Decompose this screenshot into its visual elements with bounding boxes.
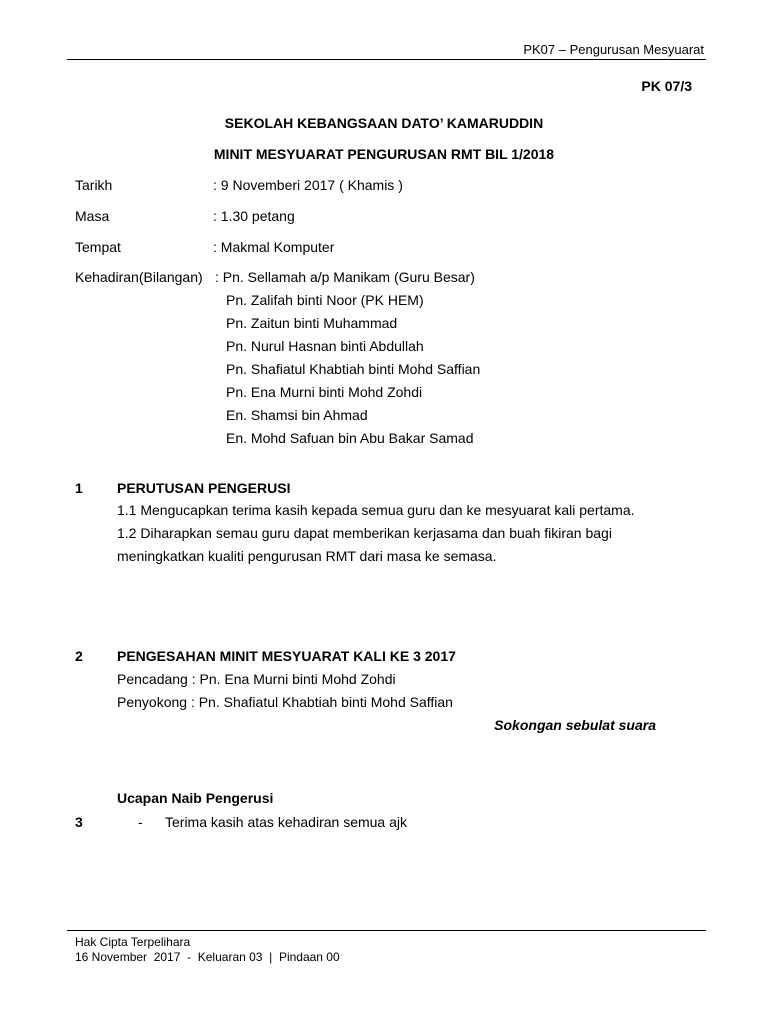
time-value: : 1.30 petang: [213, 208, 295, 224]
section-1-line: meningkatkan kualiti pengurusan RMT dari masa ke semasa.: [117, 548, 497, 564]
section-3-item: Terima kasih atas kehadiran semua ajk: [165, 814, 408, 830]
section-2-number: 2: [75, 648, 83, 664]
venue-value: : Makmal Komputer: [213, 239, 335, 255]
time-label: Masa: [75, 208, 110, 224]
section-1-line: 1.1 Mengucapkan terima kasih kepada semua guru dan ke mesyuarat kali pertama.: [117, 502, 635, 518]
venue-label: Tempat: [75, 239, 121, 255]
section-3-bullet: -: [138, 814, 143, 830]
attendee: En. Mohd Safuan bin Abu Bakar Samad: [226, 430, 474, 446]
school-name: SEKOLAH KEBANGSAAN DATO’ KAMARUDDIN: [224, 115, 544, 131]
attendee: Pn. Zaitun binti Muhammad: [226, 315, 398, 331]
attendee: Pn. Nurul Hasnan binti Abdullah: [226, 338, 424, 354]
section-2-support: Sokongan sebulat suara: [494, 717, 656, 733]
footer-revision: Pindaan 00: [278, 950, 340, 964]
attendee: Pn. Zalifah binti Noor (PK HEM): [226, 292, 424, 308]
footer-details: [75, 950, 340, 964]
attendee: En. Shamsi bin Ahmad: [226, 407, 368, 423]
page-code: PK 07/3: [641, 78, 692, 94]
footer-date: 16 November 2017: [75, 950, 181, 964]
section-2-seconder: Penyokong : Pn. Shafiatul Khabtiah binti Mohd Saffian: [117, 694, 453, 710]
attendee: Pn. Ena Murni binti Mohd Zohdi: [226, 384, 423, 400]
minutes-title: MINIT MESYUARAT PENGURUSAN RMT BIL 1/2018: [213, 146, 555, 162]
section-2-proposer: Pencadang : Pn. Ena Murni binti Mohd Zohdi: [117, 671, 396, 687]
footer-separator: |: [269, 950, 273, 964]
footer-separator: -: [187, 950, 192, 964]
attendance-label: Kehadiran(Bilangan): [75, 269, 203, 285]
date-label: Tarikh: [75, 177, 113, 193]
document-reference: PK07 – Pengurusan Mesyuarat: [523, 42, 704, 57]
section-1-number: 1: [75, 480, 83, 496]
header-divider: [67, 59, 706, 60]
footer-issue: Keluaran 03: [197, 950, 263, 964]
section-2-title: PENGESAHAN MINIT MESYUARAT KALI KE 3 2017: [117, 648, 456, 664]
attendee-chair: : Pn. Sellamah a/p Manikam (Guru Besar): [215, 269, 475, 285]
date-value: : 9 Novemberi 2017 ( Khamis ): [213, 177, 403, 193]
footer-copyright: Hak Cipta Terpelihara: [75, 935, 191, 949]
attendee: Pn. Shafiatul Khabtiah binti Mohd Saffian: [226, 361, 481, 377]
section-3-title: Ucapan Naib Pengerusi: [117, 790, 274, 806]
section-3-number: 3: [75, 814, 83, 830]
footer-divider: [67, 930, 706, 931]
section-1-title: PERUTUSAN PENGERUSI: [117, 480, 291, 496]
section-1-line: 1.2 Diharapkan semau guru dapat memberikan kerjasama dan buah fikiran bagi: [117, 525, 612, 541]
